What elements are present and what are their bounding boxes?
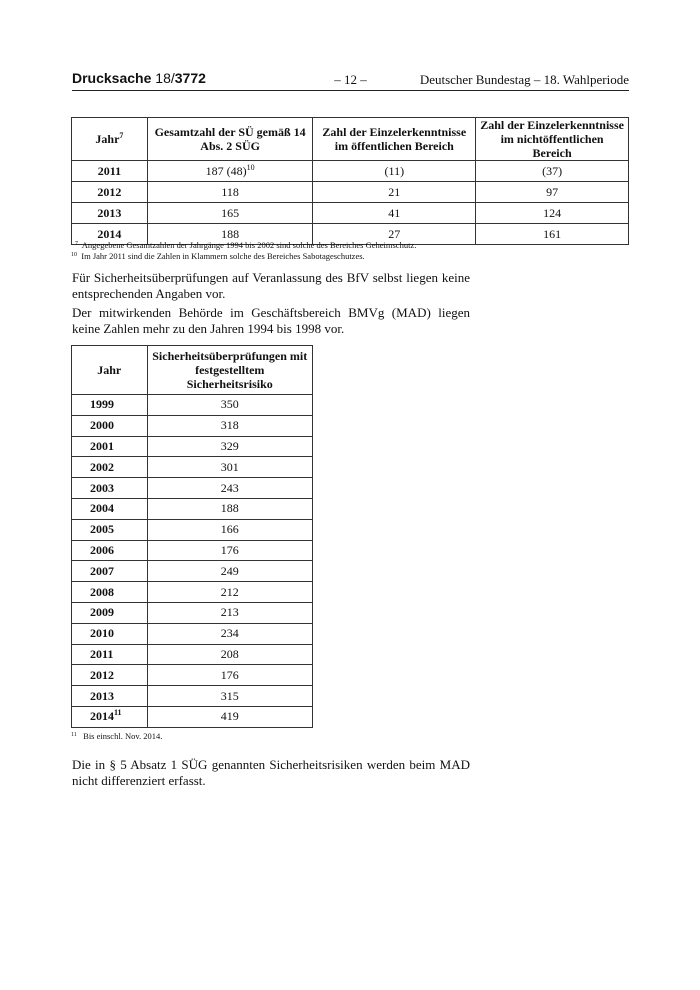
table-row [72, 436, 313, 457]
cell-year-value: 2011 [90, 646, 114, 661]
cell-year [72, 478, 148, 499]
cell-nichtoeffentlich: 97 [476, 182, 629, 203]
table-row [72, 457, 313, 478]
cell-year-value: 2001 [90, 438, 114, 453]
table-row [72, 182, 629, 203]
col-header-jahr: Jahr$^7$ [72, 118, 148, 161]
footnote-ref: 10 [246, 162, 255, 172]
footnote-ref: 11 [114, 708, 122, 718]
cell-year: 2013 [72, 203, 148, 224]
cell-year-value: 1999 [90, 397, 114, 412]
cell-year-value: 2006 [90, 542, 114, 557]
cell-year-value: 2005 [90, 522, 114, 537]
cell-value: 188 [147, 498, 313, 519]
cell-nichtoeffentlich: (37) [476, 161, 629, 182]
paragraph-suag: Die in § 5 Absatz 1 SÜG genannten Sicherheitsrisiken werden beim MAD nicht differenziert erfasst. [72, 757, 470, 788]
paragraph-mad: Der mitwirkenden Behörde im Geschäftsbereich BMVg (MAD) liegen keine Zahlen mehr zu den Jahren 1994 bis 1998 vor. [72, 305, 470, 336]
cell-oeffentlich: 27 [313, 224, 476, 245]
table-row [72, 498, 313, 519]
cell-value: 234 [147, 623, 313, 644]
cell-year [72, 498, 148, 519]
cell-gesamtzahl-value: 187 (48) [205, 163, 247, 178]
cell-oeffentlich: (11) [313, 161, 476, 182]
table-row [72, 665, 313, 686]
cell-value: 249 [147, 561, 313, 582]
footnote-7: $^7$ Angegebene Gesamtzahlen der Jahrgänge 1994 bis 2002 sind solche des Bereiches Geheimschutz. [75, 240, 417, 250]
table-sicherheitsrisiken [71, 345, 313, 728]
cell-gesamtzahl [147, 161, 313, 182]
cell-year-value: 2010 [90, 626, 114, 641]
cell-year [72, 457, 148, 478]
table-row [72, 161, 629, 182]
cell-year: 2014 [72, 224, 148, 245]
cell-oeffentlich: 21 [313, 182, 476, 203]
table-header-row [72, 346, 313, 395]
cell-year [72, 644, 148, 665]
table-row [72, 706, 313, 727]
col-header-nichtoeffentlich: Zahl der Einzelerkenntnisse im nichtöffentlichen Bereich [476, 118, 629, 161]
cell-value: 350 [147, 395, 313, 416]
table-header-row [72, 118, 629, 161]
cell-gesamtzahl [147, 182, 313, 203]
cell-year-value: 2009 [90, 605, 114, 620]
cell-year-value: 2003 [90, 480, 114, 495]
cell-year-value: 2012 [90, 667, 114, 682]
cell-year [72, 706, 148, 727]
cell-year [72, 415, 148, 436]
cell-value: 419 [147, 706, 313, 727]
cell-year-value: 2014 [90, 709, 114, 724]
page-header [72, 68, 629, 91]
cell-value: 208 [147, 644, 313, 665]
paragraph-bfv: Für Sicherheitsüberprüfungen auf Veranlassung des BfV selbst liegen keine entsprechenden Angaben vor. [72, 270, 470, 301]
cell-year-value: 2002 [90, 459, 114, 474]
table-row [72, 686, 313, 707]
table-row [72, 395, 313, 416]
col-header-oeffentlich: Zahl der Einzelerkenntnisse im öffentlichen Bereich [313, 118, 476, 161]
cell-gesamtzahl-value: 118 [221, 184, 239, 199]
cell-value: 329 [147, 436, 313, 457]
footnote-10: $^{10}$ Im Jahr 2011 sind die Zahlen in Klammern solche des Bereiches Sabotageschutzes. [71, 251, 365, 261]
table-einzelerkenntnisse [71, 117, 629, 245]
cell-year [72, 665, 148, 686]
table-row [72, 602, 313, 623]
table-row [72, 519, 313, 540]
cell-year [72, 561, 148, 582]
cell-year-value: 2004 [90, 501, 114, 516]
footnote-11: $^{11}$ Bis einschl. Nov. 2014. [71, 731, 163, 741]
cell-year [72, 686, 148, 707]
document-number: Drucksache 18/3772 [72, 70, 206, 86]
cell-year [72, 623, 148, 644]
table-row [72, 203, 629, 224]
cell-oeffentlich: 41 [313, 203, 476, 224]
cell-gesamtzahl-value: 165 [221, 205, 240, 220]
cell-year-value: 2013 [90, 688, 114, 703]
cell-gesamtzahl [147, 203, 313, 224]
cell-year: 2011 [72, 161, 148, 182]
cell-year-value: 2000 [90, 418, 114, 433]
cell-value: 176 [147, 540, 313, 561]
cell-year [72, 540, 148, 561]
cell-year [72, 395, 148, 416]
cell-value: 166 [147, 519, 313, 540]
cell-value: 176 [147, 665, 313, 686]
table-row [72, 478, 313, 499]
col-header-gesamtzahl: Gesamtzahl der SÜ gemäß 14 Abs. 2 SÜG [147, 118, 313, 161]
header-publisher: Deutscher Bundestag – 18. Wahlperiode [419, 72, 629, 87]
cell-value: 318 [147, 415, 313, 436]
cell-year [72, 519, 148, 540]
col-header-jahr: Jahr [72, 346, 148, 395]
cell-year-value: 2008 [90, 584, 114, 599]
cell-value: 213 [147, 602, 313, 623]
cell-gesamtzahl-value: 188 [221, 226, 240, 241]
cell-year [72, 582, 148, 603]
page-number: – 12 – [334, 72, 367, 87]
cell-value: 315 [147, 686, 313, 707]
cell-value: 212 [147, 582, 313, 603]
cell-nichtoeffentlich: 124 [476, 203, 629, 224]
table-row [72, 415, 313, 436]
cell-value: 301 [147, 457, 313, 478]
cell-year-value: 2007 [90, 563, 114, 578]
table-row [72, 582, 313, 603]
table-row [72, 561, 313, 582]
table-row [72, 644, 313, 665]
cell-year: 2012 [72, 182, 148, 203]
cell-year [72, 602, 148, 623]
table-row [72, 540, 313, 561]
cell-nichtoeffentlich: 161 [476, 224, 629, 245]
col-header-sicherheitsrisiko: Sicherheitsüberprüfungen mit festgestelltem Sicherheitsrisiko [147, 346, 313, 395]
cell-value: 243 [147, 478, 313, 499]
cell-year [72, 436, 148, 457]
table-row [72, 623, 313, 644]
